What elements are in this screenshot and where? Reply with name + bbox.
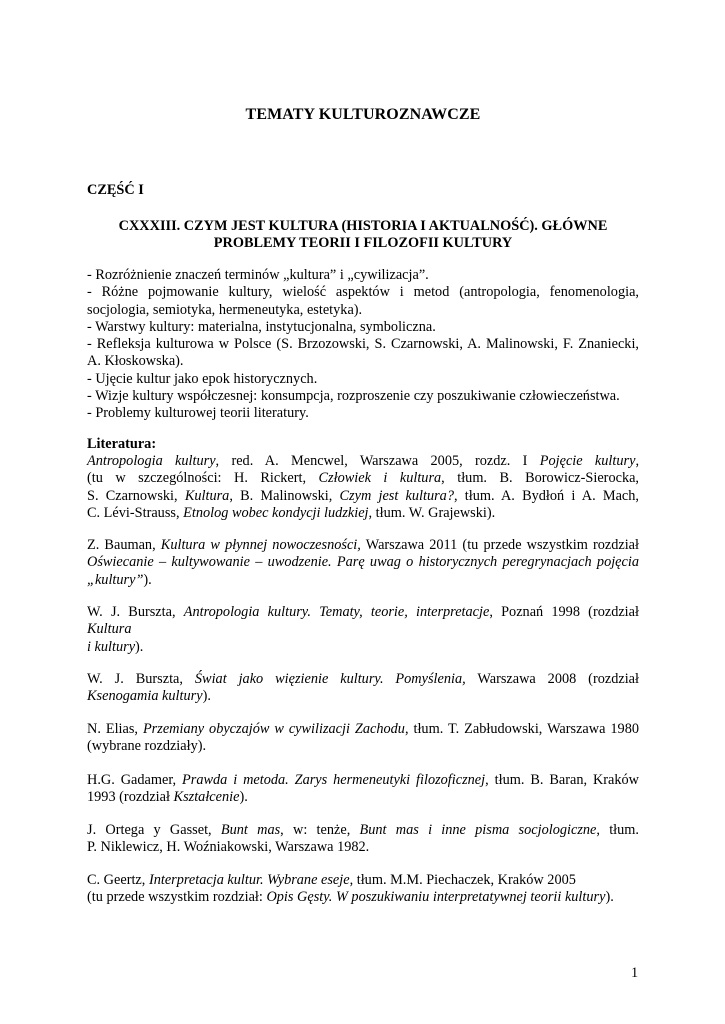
topic-item: - Warstwy kultury: materialna, instytucjonalna, symboliczna. [87, 318, 436, 335]
topic-item: - Problemy kulturowej teorii literatury. [87, 405, 309, 422]
chapter-heading [87, 218, 639, 252]
bibliography-entry: H.G. Gadamer, Prawda i metoda. Zarys hermeneutyki filozoficznej, tłum. B. Baran, Kraków 1993 (rozdział Kształcenie). [87, 772, 639, 806]
bibliography-entry: N. Elias, Przemiany obyczajów w cywilizacji Zachodu, tłum. T. Zabłudowski, Warszawa 1980 (wybrane rozdziały). [87, 721, 639, 755]
bibliography-entry: C. Geertz, Interpretacja kultur. Wybrane eseje, tłum. M.M. Piechaczek, Kraków 2005 (tu przede wszystkim rozdział: Opis Gęsty. W poszukiwaniu interpretatywnej teorii kultury). [87, 872, 614, 906]
bibliography-entry: W. J. Burszta, Świat jako więzienie kultury. Pomyślenia, Warszawa 2008 (rozdział Ksenogamia kultury). [87, 671, 639, 705]
topic-item: - Rozróżnienie znaczeń terminów „kultura” i „cywilizacja”. [87, 267, 429, 283]
chapter-heading-line-1: CXXXIII. CZYM JEST KULTURA (HISTORIA I AKTUALNOŚĆ). GŁÓWNE [118, 218, 608, 234]
bibliography-entry: Z. Bauman, Kultura w płynnej nowoczesności, Warszawa 2011 (tu przede wszystkim rozdział Oświecanie – kultywowanie – uwodzenie. Parę uwag o historycznych peregrynacjach pojęcia „kultury”). [87, 537, 639, 588]
literature-heading: Literatura: [87, 436, 157, 452]
topic-item-continuation: A. Kłoskowska). [87, 353, 184, 370]
topic-item: - Ujęcie kultur jako epok historycznych. [87, 370, 318, 387]
part-heading: CZĘŚĆ I [87, 182, 144, 198]
bibliography-entry: Antropologia kultury, red. A. Mencwel, Warszawa 2005, rozdz. I Pojęcie kultury, (tu w szczególności: H. Rickert, Człowiek i kultura, tłum. B. Borowicz-Sierocka, S. Czarnowski, Kultura, B. Malinowski, Czym jest kultura?, tłum. A. Bydłoń i A. Mach, C. Lévi-Strauss, Etnolog wobec kondycji ludzkiej, tłum. W. Grajewski). [87, 453, 640, 521]
document-title: TEMATY KULTUROZNAWCZE [245, 106, 481, 123]
topic-item-continuation: socjologia, semiotyka, hermeneutyka, estetyka). [87, 301, 363, 318]
page-number: 1 [631, 965, 639, 981]
topic-item: - Wizje kultury współczesnej: konsumpcja, rozproszenie czy poszukiwanie człowieczeństwa. [87, 388, 620, 405]
topic-item: - Różne pojmowanie kultury, wielość aspektów i metod (antropologia, fenomenologia, [87, 284, 639, 301]
bibliography-entry: W. J. Burszta, Antropologia kultury. Tematy, teorie, interpretacje, Poznań 1998 (rozdział Kultura i kultury). [87, 604, 639, 655]
chapter-heading-line-2: PROBLEMY TEORII I FILOZOFII KULTURY [213, 235, 513, 251]
topic-item: - Refleksja kulturowa w Polsce (S. Brzozowski, S. Czarnowski, A. Malinowski, F. Znaniecki, [87, 336, 639, 353]
topics-list [87, 267, 639, 423]
bibliography-entry: J. Ortega y Gasset, Bunt mas, w: tenże, Bunt mas i inne pisma socjologiczne, tłum. P. Niklewicz, H. Woźniakowski, Warszawa 1982. [87, 822, 640, 856]
